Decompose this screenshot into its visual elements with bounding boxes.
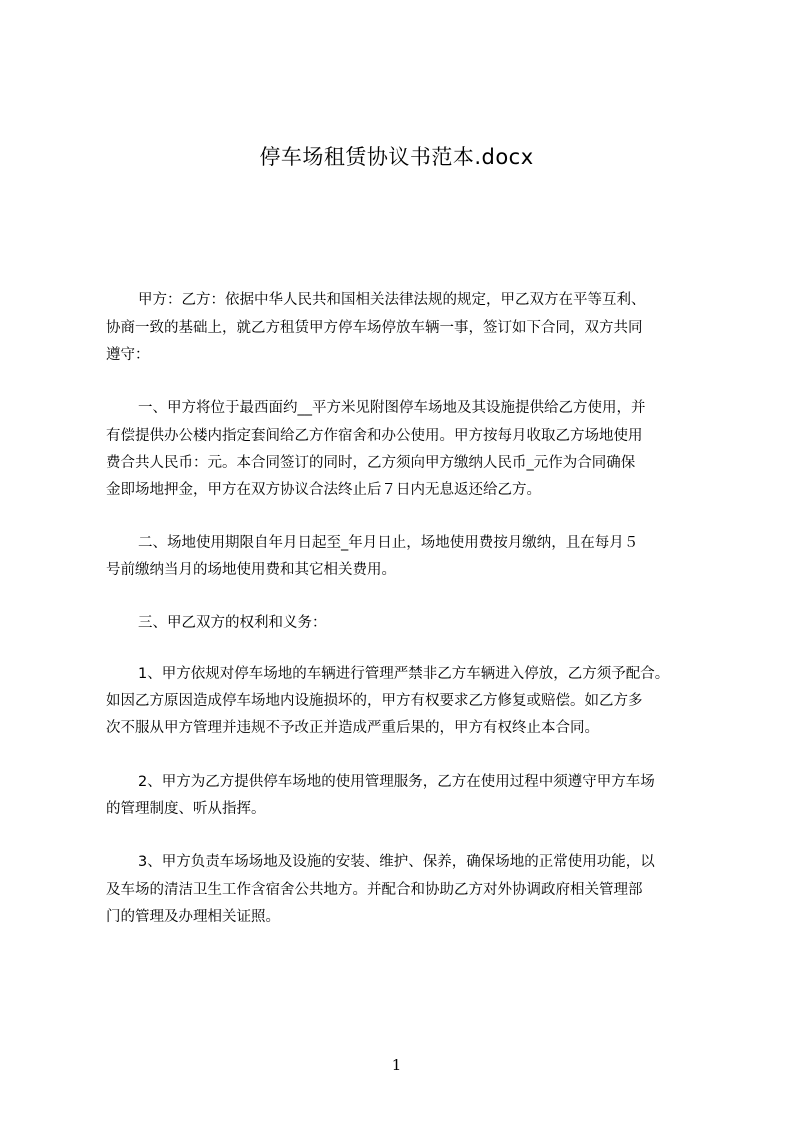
- paragraph-line: 二、场地使用期限自年月日起至_年月日止，场地使用费按月缴纳，且在每月５: [138, 535, 639, 551]
- document-title: 停车场租赁协议书范本.docx: [259, 145, 534, 169]
- paragraph-line: 协商一致的基础上，就乙方租赁甲方停车场停放车辆一事，签订如下合同，双方共同: [106, 320, 643, 336]
- paragraph-line: 3、甲方负责车场场地及设施的安装、维护、保养，确保场地的正常使用功能，以: [138, 854, 655, 870]
- paragraph-line: 有偿提供办公楼内指定套间给乙方作宿舍和办公使用。甲方按每月收取乙方场地使用: [106, 428, 643, 444]
- paragraph-line: 的管理制度、听从指挥。: [106, 801, 266, 817]
- paragraph-line: 号前缴纳当月的场地使用费和其它相关费用。: [106, 562, 396, 578]
- paragraph-line: 甲方：乙方：依据中华人民共和国相关法律法规的规定，甲乙双方在平等互利、: [138, 292, 646, 308]
- paragraph-line: 1、甲方依规对停车场地的车辆进行管理严禁非乙方车辆进入停放，乙方须予配合。: [138, 666, 670, 682]
- paragraph-line: 门的管理及办理相关证照。: [106, 909, 280, 925]
- paragraph-line: 一、甲方将位于最西面约__平方米见附图停车场地及其设施提供给乙方使用，并: [138, 400, 646, 416]
- paragraph-line: 费合共人民币：元。本合同签订的同时，乙方须向甲方缴纳人民币_元作为合同确保: [106, 455, 636, 471]
- paragraph-line: 次不服从甲方管理并违规不予改正并造成严重后果的，甲方有权终止本合同。: [106, 720, 599, 736]
- paragraph-line: 遵守：: [106, 347, 150, 363]
- page-number: 1: [391, 1056, 402, 1074]
- paragraph-line: 如因乙方原因造成停车场地内设施损坏的，甲方有权要求乙方修复或赔偿。如乙方多: [106, 693, 643, 709]
- paragraph-line: 2、甲方为乙方提供停车场地的使用管理服务，乙方在使用过程中须遵守甲方车场: [138, 774, 655, 790]
- paragraph-line: 金即场地押金，甲方在双方协议合法终止后７日内无息返还给乙方。: [106, 482, 541, 498]
- paragraph-line: 及车场的清洁卫生工作含宿舍公共地方。并配合和协助乙方对外协调政府相关管理部: [106, 882, 643, 898]
- paragraph-line: 三、甲乙双方的权利和义务：: [138, 615, 327, 631]
